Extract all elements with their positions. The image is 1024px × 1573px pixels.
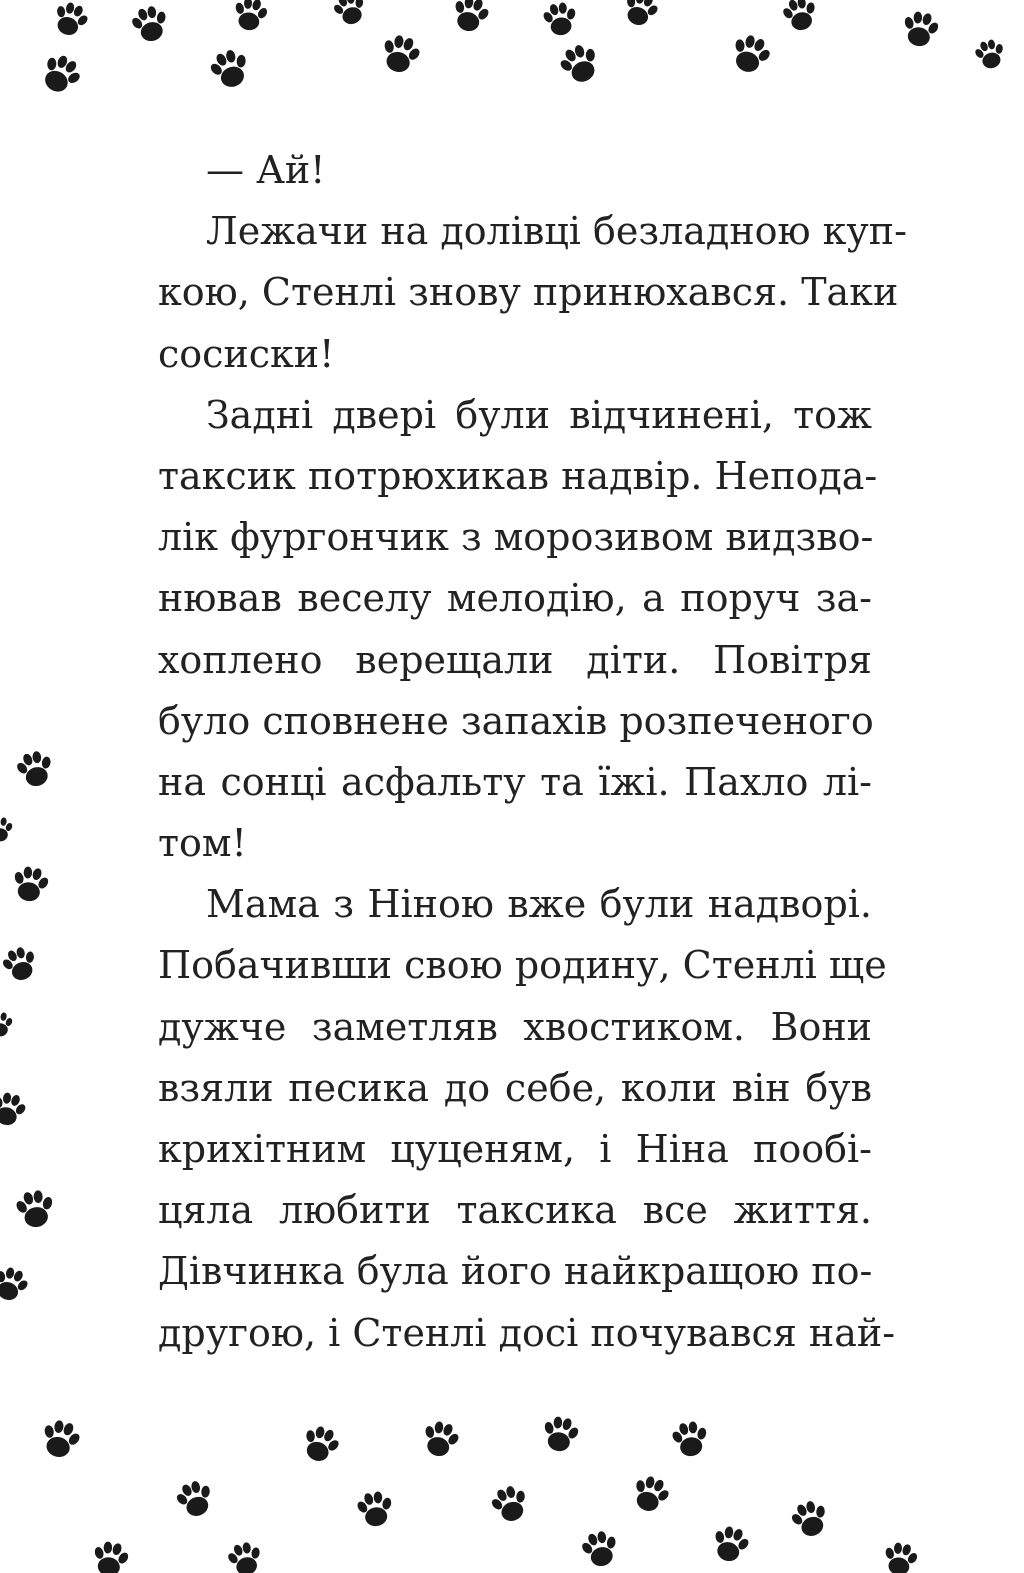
paw-print-icon [354,1489,397,1530]
paw-print-icon [377,31,425,77]
paw-print-icon [172,1476,219,1521]
text-line: том! [158,821,247,866]
paw-print-icon [708,1523,753,1566]
paw-print-icon [539,1414,582,1455]
paw-print-icon [972,36,1009,71]
paw-prints-left [0,747,58,1305]
text-line: сосиски! [158,331,335,376]
paw-print-icon [669,1419,712,1460]
paw-print-icon [329,0,370,29]
paw-print-icon [540,0,580,38]
paw-prints-top [35,0,1009,100]
paw-print-icon [37,1416,85,1462]
text-line: Лежачи на долівці безладною куп- [206,209,907,254]
body-text [158,140,907,1364]
paw-print-icon [578,1527,623,1570]
paw-print-icon [0,1012,13,1036]
paw-print-icon [205,45,255,93]
text-line: Задні двері були відчинені, тож [206,392,872,437]
paw-print-icon [13,747,58,790]
text-line: дужче заметляв хвостиком. Вони [158,1004,872,1049]
paw-print-icon [224,1539,266,1573]
paw-print-icon [619,0,663,30]
paw-print-icon [899,9,942,50]
text-line: на сонці асфальту та їжі. Пахло лі- [158,759,872,804]
text-line: крихітним цуценям, і Ніна пообі- [158,1127,872,1171]
paw-print-icon [35,48,88,99]
paw-print-icon [787,1496,834,1541]
text-line: було сповнене запахів розпеченого [158,698,874,743]
paw-print-icon [9,864,52,905]
paw-print-icon [880,1540,920,1573]
text-line: — Ай! [206,148,326,192]
paw-print-icon [297,1421,344,1466]
paw-print-icon [418,1418,463,1461]
paw-print-icon [779,0,821,34]
text-line: цяла любити таксика все життя. [158,1188,872,1233]
paw-print-icon [0,1089,30,1130]
paw-print-icon [0,943,42,986]
text-line: лік фургончик з морозивом видзво- [158,515,874,560]
text-line: Дівчинка була його найкращою по- [158,1249,873,1294]
paw-print-icon [13,1187,58,1230]
paw-print-icon [448,0,493,36]
paw-print-icon [89,1539,132,1573]
paw-print-icon [726,30,776,78]
paw-print-icon [0,1263,33,1306]
text-line: другою, і Стенлі досі почувався най- [158,1310,896,1355]
text-line: взяли песика до себе, коли він був [158,1065,872,1110]
text-line: нював веселу мелодію, а поруч за- [158,576,872,621]
text-line: Побачивши свою родину, Стенлі ще [158,943,887,988]
paw-print-icon [0,817,13,841]
text-line: таксик потрюхикав надвір. Непода- [158,453,878,498]
text-line: хоплено верещали діти. Повітря [158,637,872,682]
paw-print-icon [230,0,270,33]
text-line: Мама з Ніною вже були надворі. [206,882,872,927]
paw-print-icon [49,0,93,40]
text-line: кою, Стенлі знову принюхався. Таки [158,270,899,315]
paw-print-icon [554,39,605,89]
paw-print-icon [487,1481,534,1526]
paw-print-icon [128,2,173,45]
paw-print-icon [627,1471,674,1516]
paw-prints-bottom [37,1414,921,1573]
